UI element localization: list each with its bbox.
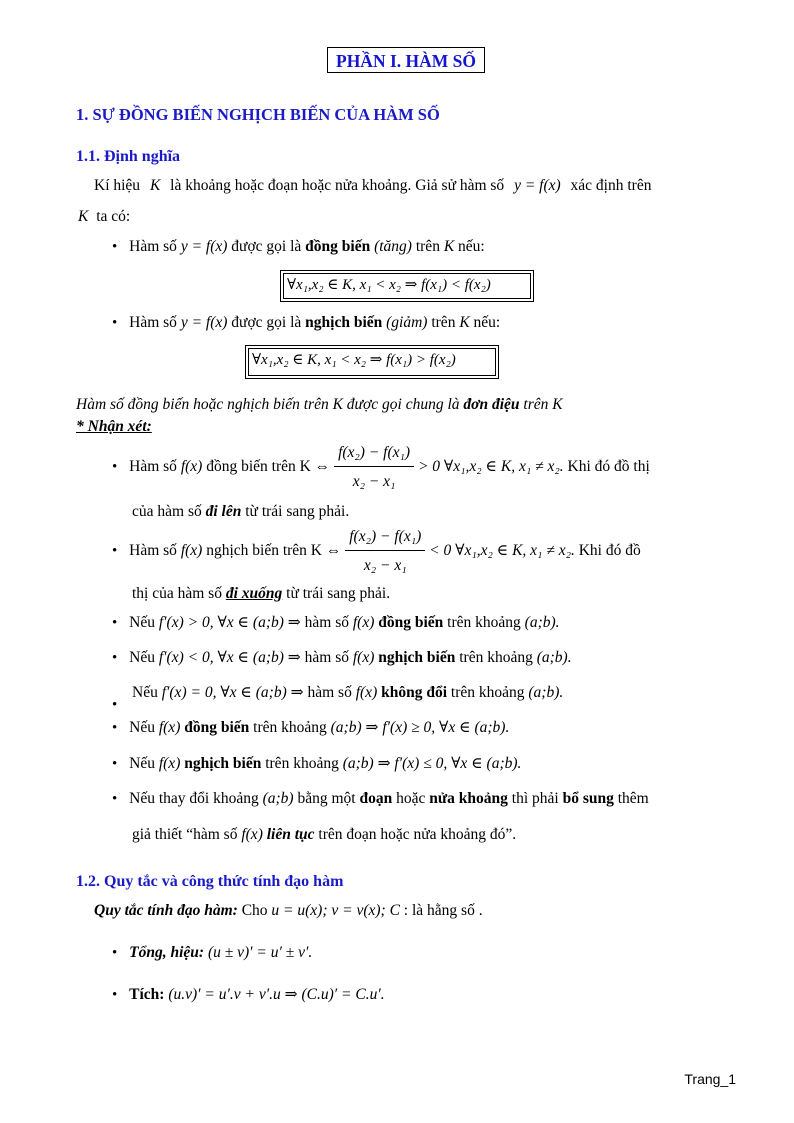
rules-line: Quy tắc tính đạo hàm: Cho u = u(x); v = v(x); C : là hằng số .: [94, 902, 483, 919]
bullet-icon: •: [112, 543, 118, 560]
formula-box-increasing: ∀x₁,x₂ ∈ K, x₁ < x₂ ⇒ f(x₁) < f(x₂): [280, 270, 534, 302]
remark-increasing-line2: của hàm số đi lên từ trái sang phải.: [132, 503, 350, 520]
bullet-icon: •: [112, 791, 118, 807]
product-rule: • Tích: (u.v)′ = u′.v + v′.u ⇒ (C.u)′ = C.u′.: [112, 986, 385, 1003]
bullet-icon: •: [112, 239, 118, 255]
bullet-icon: •: [112, 756, 118, 772]
bullet-icon: •: [112, 720, 118, 736]
remark-derivative-zero: Nếu f′(x) = 0, ∀x ∈ (a;b) ⇒ hàm số f(x) không đổi trên khoảng (a;b).: [132, 684, 564, 701]
intro-line-1: Kí hiệu K là khoảng hoặc đoạn hoặc nửa khoảng. Giả sử hàm số y = f(x) xác định trên: [94, 177, 652, 194]
sum-rule: • Tổng, hiệu: (u ± v)′ = u′ ± v′.: [112, 944, 313, 961]
intro-line-2: K ta có:: [78, 208, 131, 225]
bullet-icon: •: [112, 650, 118, 666]
remark-decreasing-implies: • Nếu f(x) nghịch biến trên khoảng (a;b) ⇒ f′(x) ≤ 0, ∀x ∈ (a;b).: [112, 755, 522, 772]
bullet-icon: •: [112, 945, 118, 961]
def-increasing: • Hàm số y = f(x) được gọi là đồng biến (tăng) trên K nếu:: [112, 238, 485, 255]
remark-derivative-negative: • Nếu f′(x) < 0, ∀x ∈ (a;b) ⇒ hàm số f(x) nghịch biến trên khoảng (a;b).: [112, 649, 572, 666]
bullet-icon: •: [112, 697, 118, 713]
bullet-icon: •: [112, 987, 118, 1003]
remark-continuity-line2: giả thiết “hàm số f(x) liên tục trên đoạn hoặc nửa khoảng đó”.: [132, 826, 517, 843]
remark-decreasing-fraction: • Hàm số f(x) nghịch biến trên K ⇔ $\frac{\text{f(x₂) − f(x₁)}}{\text{x₂ − x₁}}$ < 0 ∀x₁,x₂ ∈ K, x₁ ≠ x₂. Khi đó đồ: [112, 528, 641, 574]
remark-continuity: • Nếu thay đổi khoảng (a;b) bằng một đoạn hoặc nửa khoảng thì phải bổ sung thêm: [112, 790, 649, 807]
remark-increasing-fraction: • Hàm số f(x) đồng biến trên K ⇔ $\frac{\text{f(x₂) − f(x₁)}}{\text{x₂ − x₁}}$ > 0 ∀x₁,x₂ ∈ K, x₁ ≠ x₂. Khi đó đồ thị: [112, 444, 650, 490]
bullet-icon: •: [112, 459, 118, 476]
remark-derivative-positive: • Nếu f′(x) > 0, ∀x ∈ (a;b) ⇒ hàm số f(x) đồng biến trên khoảng (a;b).: [112, 614, 560, 631]
bullet-icon: •: [112, 615, 118, 631]
remark-label: * Nhận xét:: [76, 418, 152, 435]
bullet-icon: •: [112, 315, 118, 331]
formula-box-decreasing: ∀x₁,x₂ ∈ K, x₁ < x₂ ⇒ f(x₁) > f(x₂): [245, 345, 499, 379]
section-title: PHẦN I. HÀM SỐ: [327, 47, 485, 73]
def-decreasing: • Hàm số y = f(x) được gọi là nghịch biến (giảm) trên K nếu:: [112, 314, 501, 331]
remark-increasing-implies: • Nếu f(x) đồng biến trên khoảng (a;b) ⇒ f′(x) ≥ 0, ∀x ∈ (a;b).: [112, 719, 510, 736]
heading-derivative-rules: 1.2. Quy tắc và công thức tính đạo hàm: [76, 873, 344, 890]
fraction: $\frac{\text{f(x₂) − f(x₁)}}{\text{x₂ − x₁}}$: [345, 528, 425, 575]
monotone-note: Hàm số đồng biến hoặc nghịch biến trên K được gọi chung là đơn điệu trên K: [76, 396, 563, 413]
heading-definition: 1.1. Định nghĩa: [76, 148, 181, 165]
heading-monotonicity: 1. SỰ ĐỒNG BIẾN NGHỊCH BIẾN CỦA HÀM SỐ: [76, 105, 440, 124]
page-number: Trang_1: [684, 1071, 736, 1087]
remark-decreasing-line2: thị của hàm số đi xuống từ trái sang phải.: [132, 585, 391, 602]
fraction: $\frac{\text{f(x₂) − f(x₁)}}{\text{x₂ − x₁}}$: [334, 444, 414, 491]
